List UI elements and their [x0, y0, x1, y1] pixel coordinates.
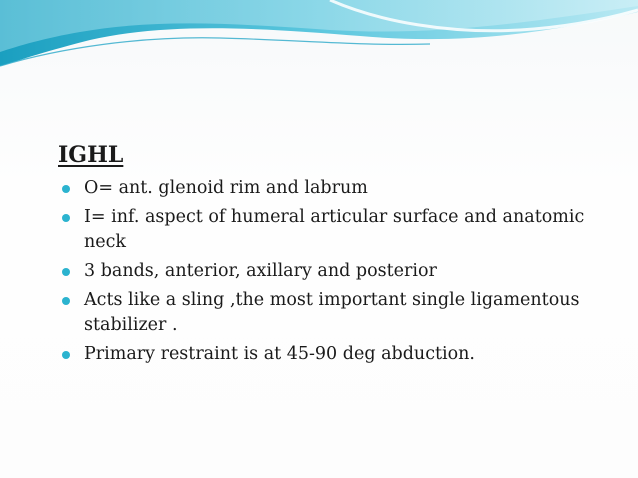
bullet-text: Acts like a sling ,the most important single ligamentous stabilizer .: [84, 290, 580, 335]
slide-content: [58, 140, 618, 371]
bullet-text: O= ant. glenoid rim and labrum: [84, 178, 368, 198]
list-item: [58, 176, 614, 201]
list-item: [58, 288, 614, 338]
bullet-dot-icon: [62, 214, 70, 222]
header-wave-decoration: [0, 0, 638, 80]
list-item: [58, 205, 614, 255]
bullet-dot-icon: [62, 297, 70, 305]
bullet-text: Primary restraint is at 45-90 deg abduction.: [84, 344, 475, 364]
bullet-dot-icon: [62, 185, 70, 193]
bullet-dot-icon: [62, 268, 70, 276]
slide-heading: IGHL: [58, 142, 124, 168]
list-item: [58, 259, 614, 284]
list-item: [58, 342, 614, 367]
bullet-list: [58, 176, 618, 367]
bullet-dot-icon: [62, 351, 70, 359]
bullet-text: 3 bands, anterior, axillary and posterior: [84, 261, 437, 281]
bullet-text: I= inf. aspect of humeral articular surface and anatomic neck: [84, 207, 585, 252]
